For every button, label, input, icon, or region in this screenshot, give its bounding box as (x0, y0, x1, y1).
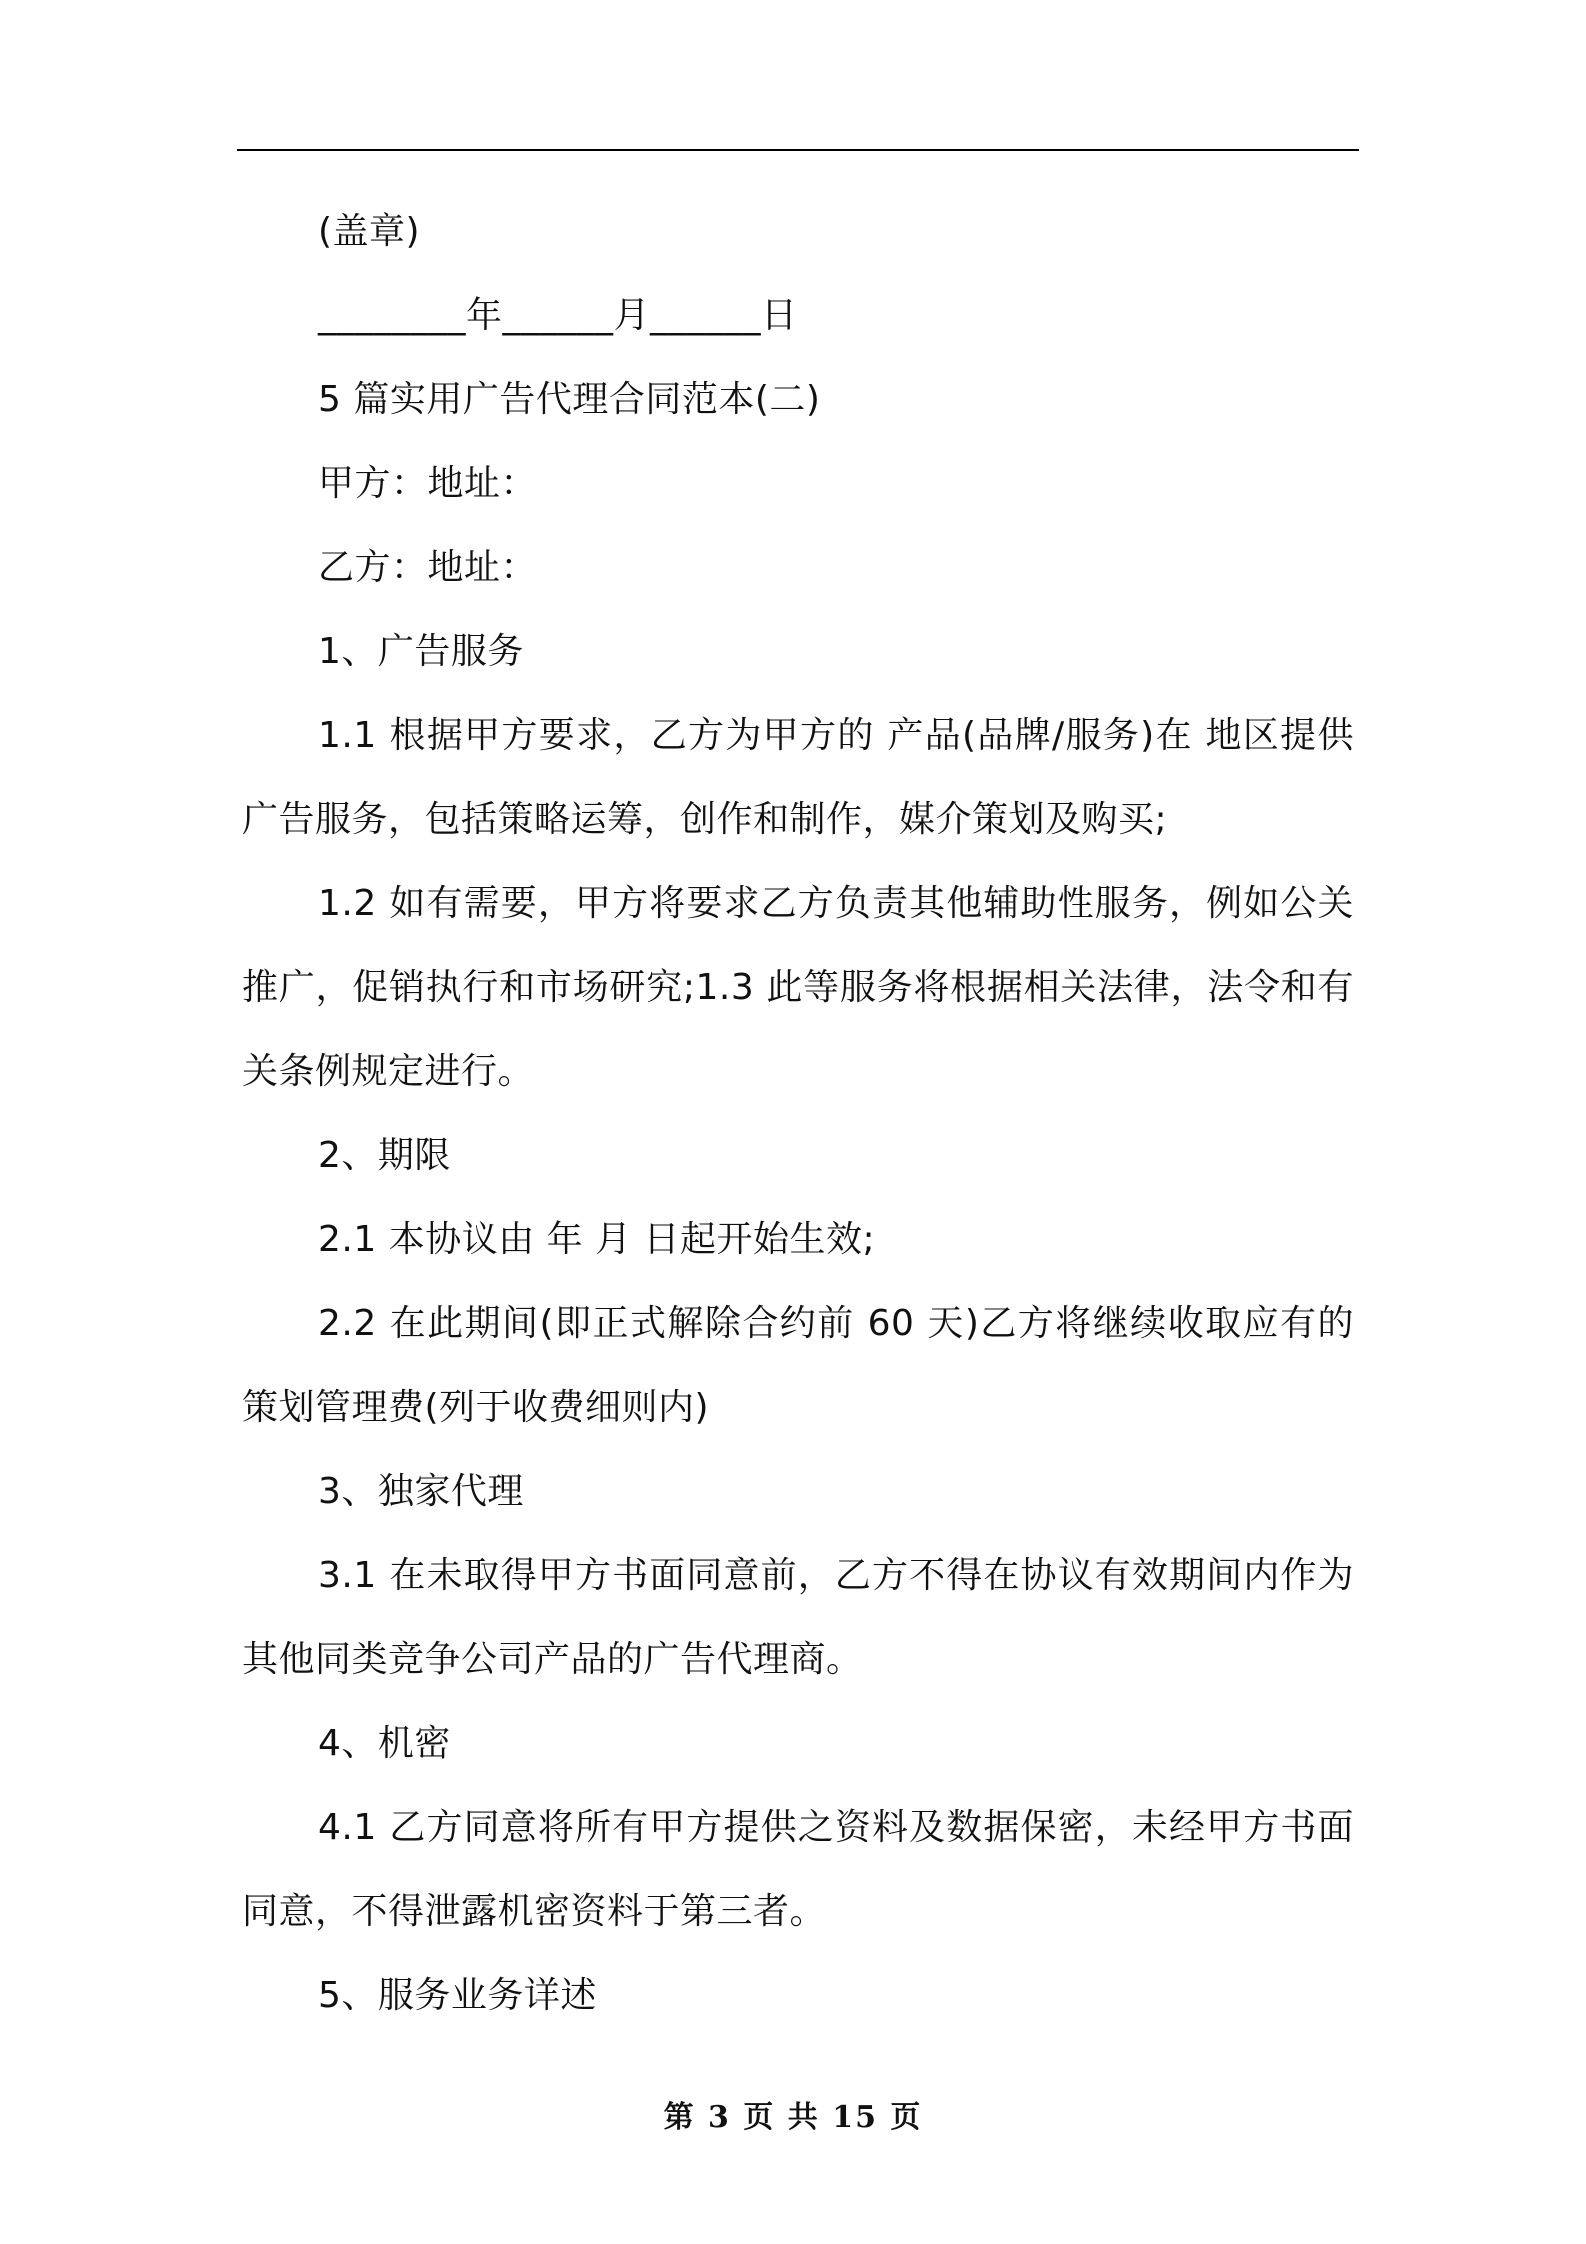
clause-2-1: 2.1 本协议由 年 月 日起开始生效; (318, 1219, 876, 1260)
header-rule (237, 149, 1359, 151)
clause-1-1: 1.1 根据甲方要求，乙方为甲方的 产品(品牌/服务)在 地区提供广告服务，包括策略运筹，创作和制作，媒介策划及购买; (242, 715, 1354, 840)
date-line: ________年______月______日 (318, 295, 798, 336)
clause-1-2: 1.2 如有需要，甲方将要求乙方负责其他辅助性服务，例如公关推广，促销执行和市场研究;1.3 此等服务将根据相关法律，法令和有关条例规定进行。 (242, 883, 1354, 1092)
section-2-title: 2、期限 (318, 1135, 451, 1176)
section-5-title: 5、服务业务详述 (318, 1975, 597, 2016)
section-1-title: 1、广告服务 (318, 631, 524, 672)
document-body (242, 190, 1354, 2038)
party-a-line: 甲方：地址： (318, 463, 538, 504)
clause-4-1: 4.1 乙方同意将所有甲方提供之资料及数据保密，未经甲方书面同意，不得泄露机密资料于第三者。 (242, 1807, 1354, 1932)
clause-2-2: 2.2 在此期间(即正式解除合约前 60 天)乙方将继续收取应有的策划管理费(列于收费细则内) (242, 1303, 1354, 1428)
party-b-line: 乙方：地址： (318, 547, 538, 588)
document-subtitle: 5 篇实用广告代理合同范本(二) (318, 379, 821, 420)
page-number: 第 3 页 共 15 页 (663, 2100, 923, 2135)
clause-3-1: 3.1 在未取得甲方书面同意前，乙方不得在协议有效期间内作为其他同类竞争公司产品的广告代理商。 (242, 1555, 1354, 1680)
seal-line: (盖章) (318, 211, 421, 252)
section-4-title: 4、机密 (318, 1723, 451, 1764)
section-3-title: 3、独家代理 (318, 1471, 524, 1512)
